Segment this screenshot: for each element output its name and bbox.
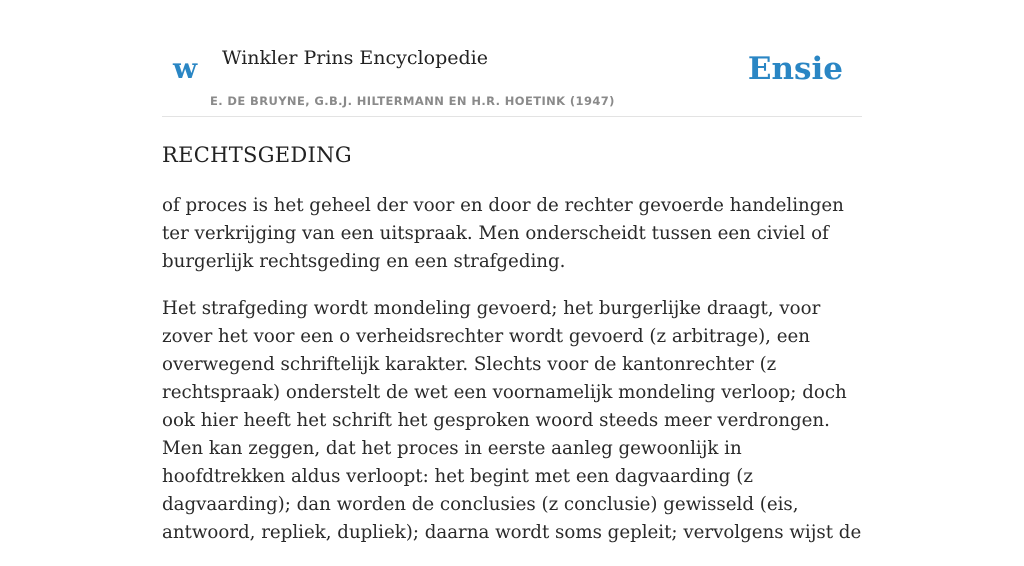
source-authors: E. DE BRUYNE, G.B.J. HILTERMANN EN H.R. HOETINK (1947) xyxy=(210,94,615,108)
site-header xyxy=(162,0,862,117)
ensie-logo[interactable]: Ensie xyxy=(747,51,843,87)
winkler-prins-logo[interactable]: w xyxy=(173,52,198,85)
article-body xyxy=(162,192,862,566)
article-title: RECHTSGEDING xyxy=(162,143,352,167)
source-title[interactable]: Winkler Prins Encyclopedie xyxy=(222,47,488,69)
article-paragraph: Het strafgeding wordt mondeling gevoerd; het burgerlijke draagt, voor zover het voor een o verheidsrechter wordt gevoerd (z arbitrage), een overwegend schriftelijk karakter. Slechts voor de kantonrechter (z rechtspraak) onderstelt de wet een voornamelijk mondeling verloop; doch ook hier heeft het schrift het gesproken woord steeds meer verdrongen. Men kan zeggen, dat het proces in eerste aanleg gewoonlijk in hoofdtrekken aldus verloopt: het begint met een dagvaarding (z dagvaarding); dan worden de conclusies (z conclusie) gewisseld (eis, antwoord, repliek, dupliek); daarna wordt soms gepleit; vervolgens wijst de xyxy=(162,298,862,543)
article-paragraph: of proces is het geheel der voor en door de rechter gevoerde handelingen ter verkrijging van een uitspraak. Men onderscheidt tussen een civiel of burgerlijk rechtsgeding en een strafgeding. xyxy=(162,195,844,272)
